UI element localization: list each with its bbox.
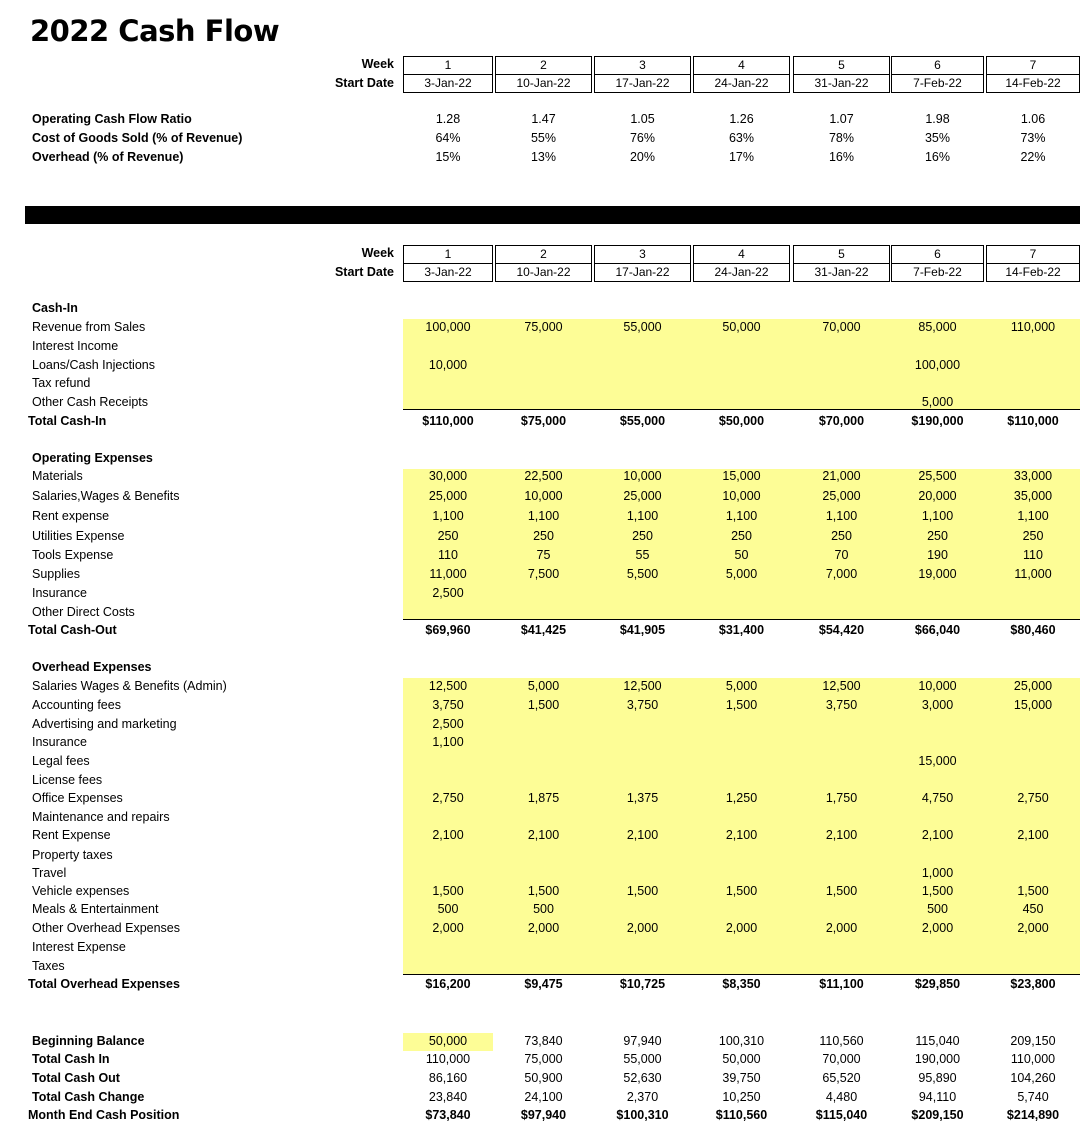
cell-value: 250 xyxy=(533,529,554,543)
cell-value: 2,500 xyxy=(432,586,464,600)
cell-value: 25,000 xyxy=(428,489,468,503)
week-number-cell xyxy=(986,56,1080,75)
cell-value: 70 xyxy=(834,548,849,562)
section-divider-bar xyxy=(25,206,1080,224)
summary-value: 2,370 xyxy=(626,1090,659,1104)
cell-value: 1,250 xyxy=(725,791,758,805)
cell-value: 1,000 xyxy=(921,866,954,880)
summary-value: $73,840 xyxy=(425,1108,471,1122)
cell-value: 100,000 xyxy=(914,358,961,372)
cell-value: 22% xyxy=(1020,150,1046,164)
cell-value: 55,000 xyxy=(623,320,662,334)
row-label: Maintenance and repairs xyxy=(32,810,170,824)
row-label: Rent Expense xyxy=(32,828,111,842)
row-label: Revenue from Sales xyxy=(32,320,146,334)
summary-value: 70,000 xyxy=(822,1052,861,1066)
cell-value: 2,000 xyxy=(432,921,464,935)
cell-value: 2,100 xyxy=(432,828,464,842)
summary-value: 50,900 xyxy=(524,1071,563,1085)
total-value: $110,000 xyxy=(422,414,474,428)
cell-value: 25,500 xyxy=(918,469,957,483)
week-number: 3 xyxy=(639,247,646,261)
total-value: $16,200 xyxy=(425,977,471,991)
cell-value: 10,000 xyxy=(428,358,468,372)
cell-value: 2,000 xyxy=(921,921,954,935)
row-label: Insurance xyxy=(32,586,87,600)
cell-value: 25,000 xyxy=(1013,679,1053,693)
total-rule xyxy=(403,974,1080,975)
cell-value: 1,100 xyxy=(921,509,954,523)
start-date-cell xyxy=(891,264,984,282)
cell-value: 3,750 xyxy=(825,698,858,712)
week-number: 2 xyxy=(540,58,547,72)
cell-value: 110 xyxy=(438,548,458,562)
week-number: 2 xyxy=(540,247,547,261)
summary-value: 73,840 xyxy=(524,1034,563,1048)
cell-value: 22,500 xyxy=(524,469,563,483)
cell-value: 1.26 xyxy=(729,112,754,126)
start-date: 31-Jan-22 xyxy=(814,265,869,279)
cell-value: 50 xyxy=(734,548,749,562)
start-date-cell xyxy=(986,75,1080,93)
week-number-cell xyxy=(986,245,1080,264)
summary-value: 10,250 xyxy=(722,1090,761,1104)
cell-value: 55% xyxy=(530,131,557,145)
row-label: Travel xyxy=(32,866,67,880)
operating-expenses-heading: Operating Expenses xyxy=(32,451,153,465)
week-number-cell xyxy=(793,56,890,75)
summary-value: $209,150 xyxy=(911,1108,964,1122)
week-number: 5 xyxy=(838,247,845,261)
start-date-cell xyxy=(891,75,984,93)
summary-value: 115,040 xyxy=(915,1034,960,1048)
week-number-cell xyxy=(693,56,790,75)
start-date-cell xyxy=(986,264,1080,282)
week-number: 3 xyxy=(639,58,646,72)
summary-value: 100,310 xyxy=(718,1034,765,1048)
cell-value: 2,000 xyxy=(626,921,659,935)
cell-value: 3,750 xyxy=(432,698,464,712)
summary-label: Total Cash Change xyxy=(32,1090,145,1104)
row-label: Interest Expense xyxy=(32,940,126,954)
cell-value: 12,500 xyxy=(822,679,861,693)
cell-value: 1,500 xyxy=(432,884,464,898)
cell-value: 250 xyxy=(831,529,852,543)
cell-value: 1.05 xyxy=(630,112,655,126)
week-number: 1 xyxy=(444,247,452,261)
cell-value: 70,000 xyxy=(822,320,861,334)
cell-value: 2,100 xyxy=(1017,828,1049,842)
summary-value: 23,840 xyxy=(428,1090,468,1104)
cell-value: 12,500 xyxy=(428,679,468,693)
cell-value: 7,500 xyxy=(527,567,560,581)
cell-value: 2,100 xyxy=(921,828,954,842)
total-value: $9,475 xyxy=(524,977,563,991)
cell-value: 1,100 xyxy=(626,509,659,523)
summary-value: 5,740 xyxy=(1017,1090,1049,1104)
cell-value: 500 xyxy=(437,902,459,916)
week-number: 1 xyxy=(444,58,452,72)
cell-value: 1,500 xyxy=(725,884,758,898)
cell-value: 15% xyxy=(435,150,461,164)
summary-value: 24,100 xyxy=(524,1090,563,1104)
week-number-cell xyxy=(594,56,691,75)
row-label: Salaries Wages & Benefits (Admin) xyxy=(32,679,227,693)
total-value: $29,850 xyxy=(914,977,961,991)
summary-value: 65,520 xyxy=(822,1071,861,1085)
cell-value: 1,500 xyxy=(725,698,758,712)
summary-value: 55,000 xyxy=(623,1052,662,1066)
week-number-cell xyxy=(403,56,493,75)
row-label: Tax refund xyxy=(32,376,91,390)
cell-value: 3,750 xyxy=(626,698,659,712)
start-date: 24-Jan-22 xyxy=(714,76,769,90)
summary-label: Month End Cash Position xyxy=(28,1108,180,1122)
cell-value: 1,375 xyxy=(626,791,659,805)
total-value: $8,350 xyxy=(722,977,761,991)
summary-value: $110,560 xyxy=(715,1108,768,1122)
cell-value: 3,000 xyxy=(921,698,954,712)
week-label: Week xyxy=(361,246,394,260)
summary-value: 52,630 xyxy=(623,1071,662,1085)
cell-value: 1,100 xyxy=(527,509,560,523)
cell-value: 2,100 xyxy=(626,828,659,842)
cell-value: 35,000 xyxy=(1013,489,1053,503)
total-value: $23,800 xyxy=(1010,977,1056,991)
cell-value: 250 xyxy=(437,529,459,543)
start-date-cell xyxy=(403,75,493,93)
cell-value: 250 xyxy=(1022,529,1044,543)
cell-value: 16% xyxy=(828,150,855,164)
week-number: 5 xyxy=(838,58,845,72)
week-number: 4 xyxy=(738,58,745,72)
cell-value: 5,000 xyxy=(725,567,758,581)
start-date-cell xyxy=(403,264,493,282)
cell-value: 20,000 xyxy=(918,489,957,503)
start-date: 31-Jan-22 xyxy=(814,76,869,90)
row-label: Other Direct Costs xyxy=(32,605,135,619)
page-title: 2022 Cash Flow xyxy=(30,14,280,48)
cell-value: 5,500 xyxy=(626,567,659,581)
cell-value: 250 xyxy=(632,529,653,543)
total-value: $66,040 xyxy=(914,623,961,637)
total-value: $75,000 xyxy=(520,414,567,428)
cell-value: 1,500 xyxy=(825,884,858,898)
cell-value: 78% xyxy=(828,131,855,145)
cell-value: 2,000 xyxy=(825,921,858,935)
week-label: Week xyxy=(361,57,394,71)
cash-in-heading: Cash-In xyxy=(32,301,78,315)
start-date: 14-Feb-22 xyxy=(1005,265,1061,279)
summary-value: 50,000 xyxy=(722,1052,761,1066)
cell-value: 75 xyxy=(536,548,551,562)
cell-value: 19,000 xyxy=(918,567,957,581)
cell-value: 500 xyxy=(927,902,948,916)
cell-value: 33,000 xyxy=(1013,469,1053,483)
cell-value: 35% xyxy=(924,131,951,145)
row-label: Rent expense xyxy=(32,509,110,523)
start-date: 14-Feb-22 xyxy=(1005,76,1061,90)
row-label: Legal fees xyxy=(32,754,90,768)
cell-value: 10,000 xyxy=(524,489,563,503)
week-number-cell xyxy=(495,56,592,75)
total-label: Total Cash-Out xyxy=(28,623,117,637)
cell-value: 2,000 xyxy=(527,921,560,935)
cell-value: 11,000 xyxy=(1014,567,1052,581)
cell-value: 1,500 xyxy=(527,884,560,898)
cell-value: 1,875 xyxy=(527,791,560,805)
total-rule xyxy=(403,619,1080,620)
start-date-cell xyxy=(594,75,691,93)
summary-value: $115,040 xyxy=(815,1108,868,1122)
cell-value: 1,100 xyxy=(432,509,464,523)
cell-value: 110 xyxy=(1023,548,1043,562)
cell-value: 1,100 xyxy=(1017,509,1049,523)
cell-value: 10,000 xyxy=(722,489,761,503)
row-label: Insurance xyxy=(32,735,87,749)
cell-value: 100,000 xyxy=(425,320,471,334)
cell-value: 10,000 xyxy=(623,469,662,483)
ratio-label: Overhead (% of Revenue) xyxy=(32,150,184,164)
start-date-label: Start Date xyxy=(334,76,394,90)
cell-value: 21,000 xyxy=(822,469,861,483)
start-date-cell xyxy=(495,264,592,282)
start-date-cell xyxy=(693,264,790,282)
cell-value: 2,100 xyxy=(825,828,858,842)
row-label: License fees xyxy=(32,773,103,787)
cell-value: 17% xyxy=(728,150,755,164)
cell-value: 1,100 xyxy=(432,735,464,749)
cell-value: 25,000 xyxy=(822,489,861,503)
summary-label: Total Cash In xyxy=(32,1052,110,1066)
summary-value: $214,890 xyxy=(1006,1108,1060,1122)
cell-value: 73% xyxy=(1020,131,1046,145)
start-date-cell xyxy=(594,264,691,282)
start-date-cell xyxy=(495,75,592,93)
total-label: Total Cash-In xyxy=(28,414,107,428)
summary-value: 209,150 xyxy=(1010,1034,1056,1048)
cell-value: 64% xyxy=(435,131,461,145)
start-date-cell xyxy=(693,75,790,93)
cell-value: 10,000 xyxy=(918,679,957,693)
cell-value: 16% xyxy=(924,150,951,164)
summary-value: 104,260 xyxy=(1010,1071,1056,1085)
cell-value: 1,500 xyxy=(626,884,659,898)
total-value: $31,400 xyxy=(718,623,765,637)
start-date-label: Start Date xyxy=(334,265,394,279)
total-value: $70,000 xyxy=(818,414,865,428)
cell-value: 13% xyxy=(530,150,557,164)
week-number: 6 xyxy=(934,58,941,72)
ratio-label: Operating Cash Flow Ratio xyxy=(32,112,192,126)
week-number-cell xyxy=(693,245,790,264)
start-date: 24-Jan-22 xyxy=(714,265,769,279)
cell-value: 12,500 xyxy=(623,679,662,693)
week-number-cell xyxy=(891,245,984,264)
summary-value: 39,750 xyxy=(722,1071,761,1085)
cell-value: 63% xyxy=(728,131,755,145)
row-label: Property taxes xyxy=(32,848,113,862)
cell-value: 2,100 xyxy=(725,828,758,842)
total-value: $11,100 xyxy=(819,977,864,991)
row-label: Salaries,Wages & Benefits xyxy=(32,489,180,503)
week-number-cell xyxy=(495,245,592,264)
row-label: Tools Expense xyxy=(32,548,114,562)
summary-value: 97,940 xyxy=(623,1034,662,1048)
total-value: $41,425 xyxy=(520,623,567,637)
cell-value: 15,000 xyxy=(722,469,761,483)
cell-value: 2,100 xyxy=(527,828,560,842)
cell-value: 1,750 xyxy=(825,791,858,805)
row-label: Supplies xyxy=(32,567,80,581)
summary-value: 110,000 xyxy=(1010,1052,1056,1066)
start-date: 7-Feb-22 xyxy=(913,76,962,90)
total-value: $80,460 xyxy=(1010,623,1056,637)
summary-value: 110,560 xyxy=(819,1034,864,1048)
total-rule xyxy=(403,409,1080,410)
summary-value: 4,480 xyxy=(825,1090,858,1104)
summary-value: 190,000 xyxy=(914,1052,961,1066)
cell-value: 20% xyxy=(629,150,656,164)
cell-value: 5,000 xyxy=(725,679,758,693)
row-label: Interest Income xyxy=(32,339,119,353)
cell-value: 190 xyxy=(927,548,948,562)
summary-value: 110,000 xyxy=(425,1052,471,1066)
row-label: Vehicle expenses xyxy=(32,884,130,898)
row-label: Utilities Expense xyxy=(32,529,125,543)
week-number-cell xyxy=(891,56,984,75)
row-label: Materials xyxy=(32,469,83,483)
cell-value: 250 xyxy=(731,529,752,543)
cell-value: 15,000 xyxy=(1013,698,1053,712)
cell-value: 1.98 xyxy=(925,112,950,126)
cell-value: 450 xyxy=(1022,902,1044,916)
row-label: Meals & Entertainment xyxy=(32,902,159,916)
cell-value: 1.28 xyxy=(435,112,461,126)
start-date: 10-Jan-22 xyxy=(516,265,571,279)
total-label: Total Overhead Expenses xyxy=(28,977,180,991)
summary-value: 75,000 xyxy=(524,1052,563,1066)
row-label: Other Overhead Expenses xyxy=(32,921,180,935)
cell-value: 2,000 xyxy=(725,921,758,935)
row-label: Accounting fees xyxy=(32,698,121,712)
cell-value: 2,500 xyxy=(432,717,464,731)
cell-value: 11,000 xyxy=(429,567,467,581)
ratio-label: Cost of Goods Sold (% of Revenue) xyxy=(32,131,243,145)
cell-value: 2,750 xyxy=(1017,791,1049,805)
cell-value: 2,000 xyxy=(1017,921,1049,935)
total-value: $55,000 xyxy=(619,414,666,428)
cell-value: 75,000 xyxy=(524,320,563,334)
total-value: $69,960 xyxy=(425,623,471,637)
total-value: $50,000 xyxy=(718,414,765,428)
summary-value: 86,160 xyxy=(428,1071,468,1085)
cell-value: 55 xyxy=(635,548,650,562)
total-value: $54,420 xyxy=(818,623,865,637)
total-value: $10,725 xyxy=(619,977,666,991)
cell-value: 1,500 xyxy=(921,884,954,898)
cell-value: 1,500 xyxy=(1017,884,1049,898)
row-label: Advertising and marketing xyxy=(32,717,177,731)
start-date-cell xyxy=(793,264,890,282)
row-label: Loans/Cash Injections xyxy=(32,358,155,372)
summary-value: 50,000 xyxy=(428,1034,468,1048)
cell-value: 50,000 xyxy=(722,320,761,334)
cell-value: 500 xyxy=(533,902,554,916)
total-value: $110,000 xyxy=(1007,414,1059,428)
cell-value: 76% xyxy=(629,131,656,145)
week-number: 7 xyxy=(1029,247,1037,261)
start-date-cell xyxy=(793,75,890,93)
cell-value: 1.07 xyxy=(829,112,854,126)
cell-value: 25,000 xyxy=(623,489,662,503)
cell-value: 5,000 xyxy=(921,395,954,409)
start-date: 17-Jan-22 xyxy=(615,76,670,90)
week-number-cell xyxy=(403,245,493,264)
cell-value: 5,000 xyxy=(527,679,560,693)
summary-value: 95,890 xyxy=(918,1071,957,1085)
cell-value: 110,000 xyxy=(1010,320,1056,334)
week-number: 4 xyxy=(738,247,745,261)
cell-value: 250 xyxy=(927,529,948,543)
total-value: $41,905 xyxy=(619,623,666,637)
summary-label: Total Cash Out xyxy=(32,1071,120,1085)
summary-value: 94,110 xyxy=(918,1090,957,1104)
cell-value: 1,100 xyxy=(725,509,758,523)
cell-value: 30,000 xyxy=(428,469,468,483)
cell-value: 1.06 xyxy=(1020,112,1046,126)
summary-label: Beginning Balance xyxy=(32,1034,145,1048)
start-date: 3-Jan-22 xyxy=(424,76,472,90)
cell-value: 85,000 xyxy=(918,320,957,334)
overhead-expenses-heading: Overhead Expenses xyxy=(32,660,152,674)
row-label: Office Expenses xyxy=(32,791,123,805)
week-number-cell xyxy=(594,245,691,264)
row-label: Other Cash Receipts xyxy=(32,395,149,409)
cell-value: 4,750 xyxy=(921,791,954,805)
cell-value: 15,000 xyxy=(918,754,957,768)
start-date: 10-Jan-22 xyxy=(516,76,571,90)
cell-value: 1,500 xyxy=(527,698,560,712)
summary-value: $100,310 xyxy=(616,1108,669,1122)
start-date: 7-Feb-22 xyxy=(913,265,962,279)
cell-value: 2,750 xyxy=(432,791,464,805)
cell-value: 1.47 xyxy=(531,112,556,126)
week-number: 7 xyxy=(1029,58,1037,72)
total-value: $190,000 xyxy=(911,414,964,428)
start-date: 17-Jan-22 xyxy=(615,265,670,279)
cell-value: 7,000 xyxy=(825,567,858,581)
cell-value: 1,100 xyxy=(825,509,858,523)
row-label: Taxes xyxy=(32,959,65,973)
week-number-cell xyxy=(793,245,890,264)
summary-value: $97,940 xyxy=(520,1108,567,1122)
start-date: 3-Jan-22 xyxy=(424,265,472,279)
week-number: 6 xyxy=(934,247,941,261)
